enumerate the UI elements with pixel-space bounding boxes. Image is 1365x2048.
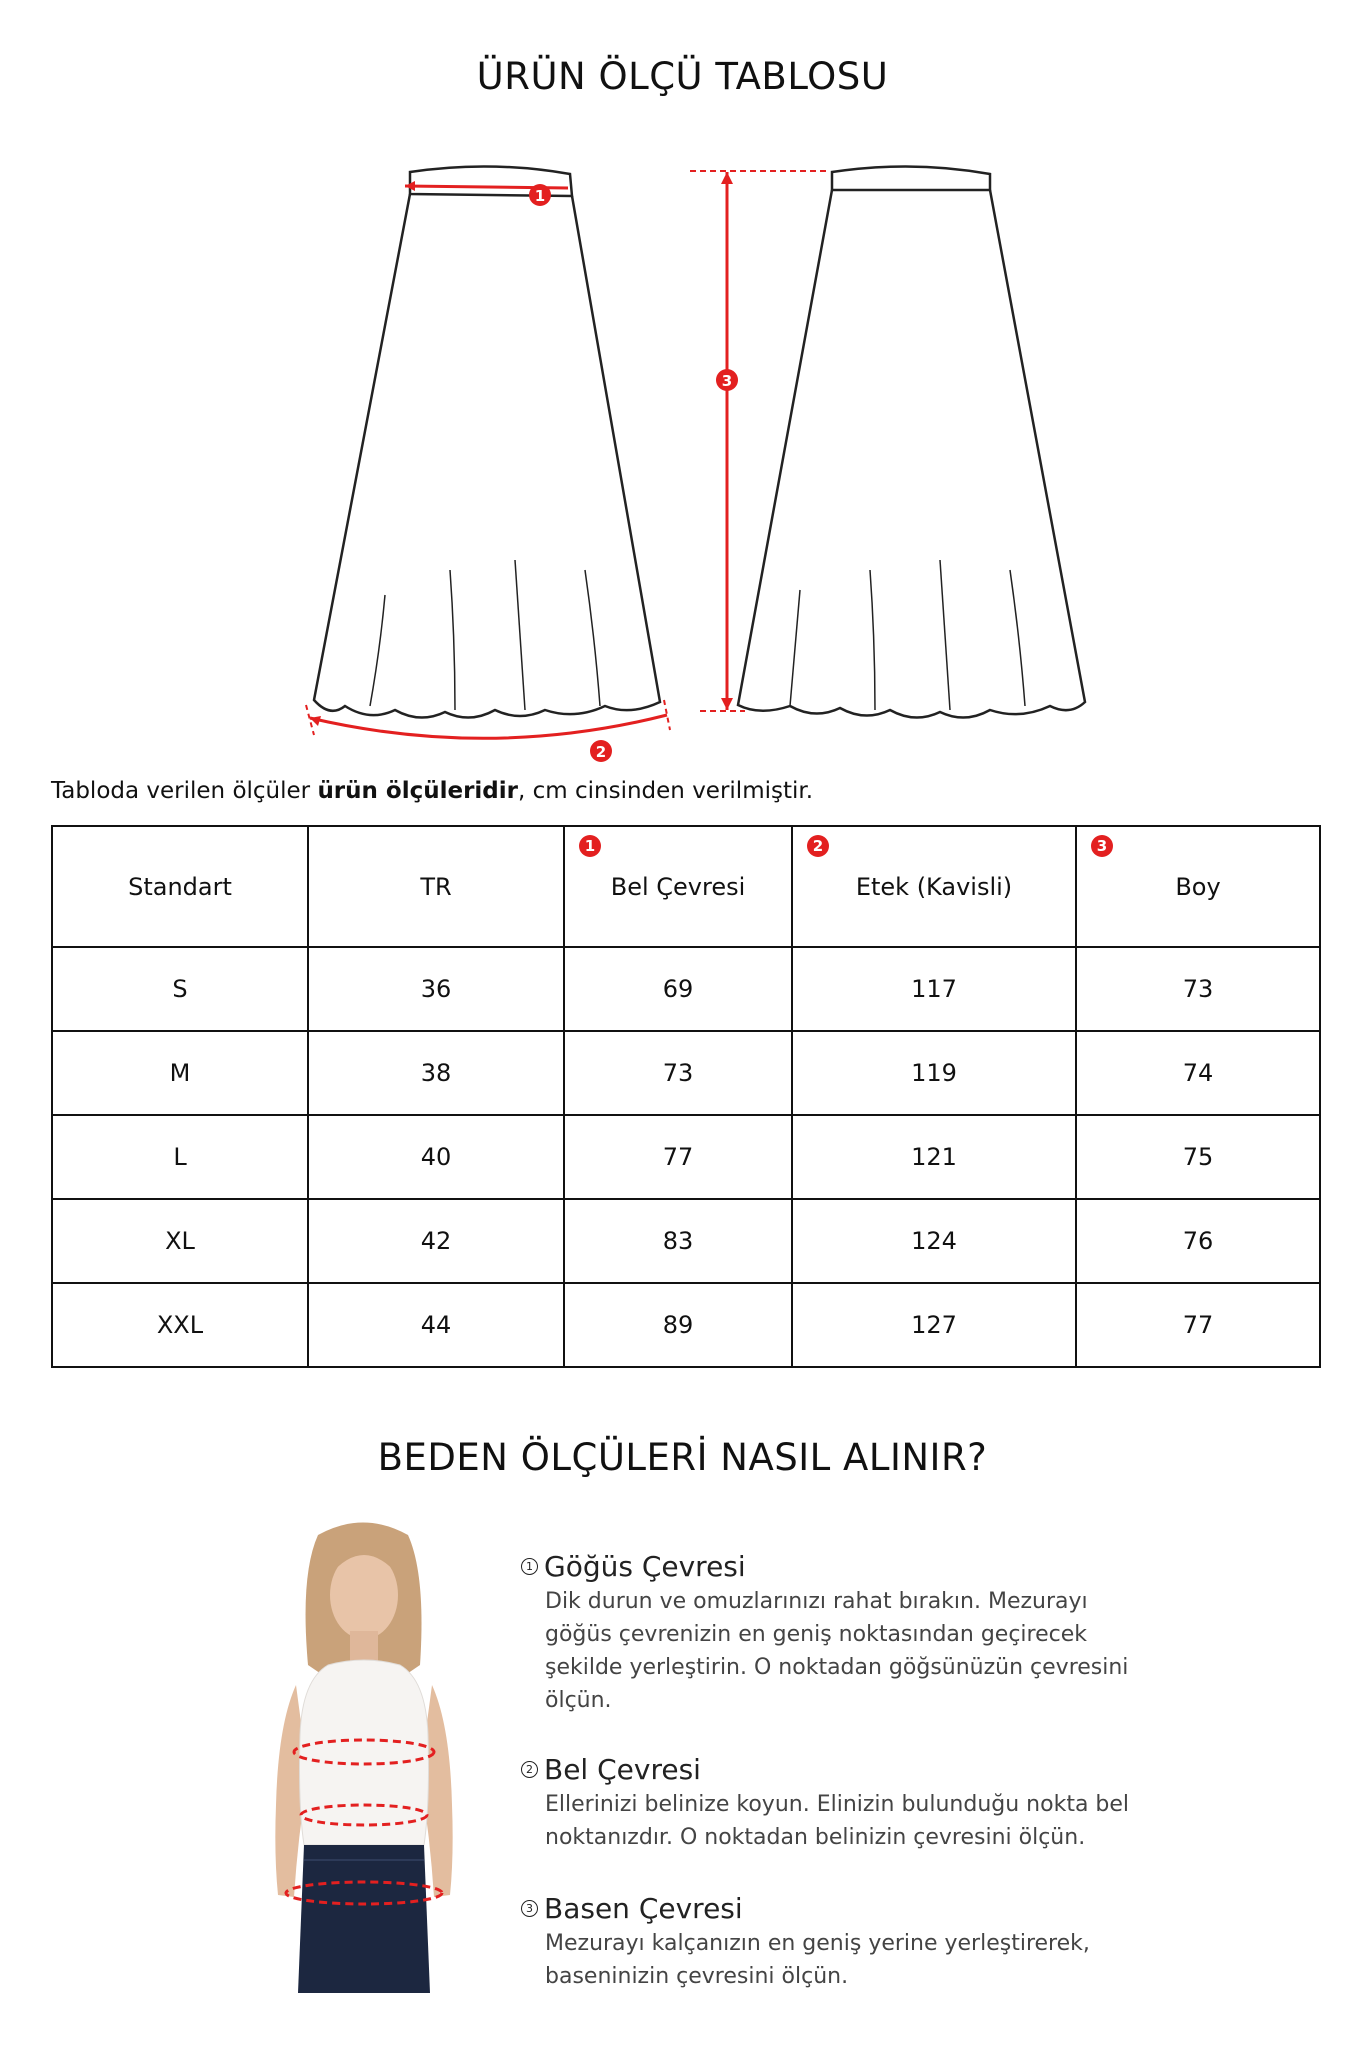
table-cell: XL (52, 1199, 308, 1283)
header-tr: TR (308, 826, 564, 947)
table-row (52, 947, 1320, 1031)
howto-item-gogus (521, 1550, 1161, 1717)
table-cell: S (52, 947, 308, 1031)
table-cell: 127 (792, 1283, 1076, 1367)
table-cell: 40 (308, 1115, 564, 1199)
table-cell: 38 (308, 1031, 564, 1115)
table-cell: 119 (792, 1031, 1076, 1115)
badge-1: 1 (579, 835, 601, 857)
table-cell: 73 (1076, 947, 1320, 1031)
table-cell: 124 (792, 1199, 1076, 1283)
hem-measure-line (306, 700, 670, 738)
table-cell: XXL (52, 1283, 308, 1367)
number-1-icon: 1 (521, 1558, 538, 1575)
table-cell: M (52, 1031, 308, 1115)
table-cell: 73 (564, 1031, 792, 1115)
table-row (52, 1031, 1320, 1115)
header-bel-cevresi: 1 Bel Çevresi (564, 826, 792, 947)
table-cell: 75 (1076, 1115, 1320, 1199)
howto-item-title: 2 Bel Çevresi (521, 1753, 1161, 1786)
marker-1 (529, 184, 551, 206)
marker-2 (590, 740, 612, 762)
table-row (52, 1115, 1320, 1199)
marker-3 (716, 369, 738, 391)
svg-text:3: 3 (721, 372, 733, 390)
table-row (52, 1283, 1320, 1367)
number-2-icon: 2 (521, 1761, 538, 1778)
table-cell: 117 (792, 947, 1076, 1031)
header-etek: 2 Etek (Kavisli) (792, 826, 1076, 947)
howto-item-title: 3 Basen Çevresi (521, 1892, 1161, 1925)
howto-item-desc: Mezurayı kalçanızın en geniş yerine yerleştirerek, baseninizin çevresini ölçün. (545, 1931, 1090, 1989)
table-cell: 36 (308, 947, 564, 1031)
header-boy: 3 Boy (1076, 826, 1320, 947)
model-photo (248, 1515, 480, 1993)
header-standart: Standart (52, 826, 308, 947)
table-header-row (52, 826, 1320, 947)
skirt-back-drawing (738, 166, 1085, 717)
table-cell: 77 (1076, 1283, 1320, 1367)
howto-item-basen (521, 1892, 1161, 1993)
table-cell: 44 (308, 1283, 564, 1367)
skirt-front-drawing (314, 166, 660, 717)
number-3-icon: 3 (521, 1900, 538, 1917)
badge-3: 3 (1091, 835, 1113, 857)
skirt-diagram (0, 150, 1365, 780)
page-title: ÜRÜN ÖLÇÜ TABLOSU (476, 55, 889, 98)
table-cell: 69 (564, 947, 792, 1031)
howto-item-desc: Ellerinizi belinize koyun. Elinizin bulunduğu nokta bel noktanızdır. O noktadan belinizin çevresini ölçün. (545, 1792, 1130, 1850)
measurement-note (51, 778, 813, 804)
note-prefix: Tabloda verilen ölçüler (51, 778, 318, 804)
length-measure-line (690, 171, 830, 711)
table-row (52, 1199, 1320, 1283)
table-cell: 83 (564, 1199, 792, 1283)
table-cell: 121 (792, 1115, 1076, 1199)
table-cell: L (52, 1115, 308, 1199)
size-table (51, 825, 1321, 1368)
table-cell: 89 (564, 1283, 792, 1367)
table-cell: 42 (308, 1199, 564, 1283)
svg-text:1: 1 (534, 187, 546, 205)
howto-title: BEDEN ÖLÇÜLERİ NASIL ALINIR? (377, 1436, 988, 1479)
table-cell: 74 (1076, 1031, 1320, 1115)
badge-2: 2 (807, 835, 829, 857)
howto-item-bel (521, 1753, 1161, 1854)
note-bold: ürün ölçüleridir (317, 778, 519, 804)
howto-item-desc: Dik durun ve omuzlarınızı rahat bırakın. Mezurayı göğüs çevrenizin en geniş noktasından geçirecek şekilde yerleştirin. O noktadan göğsünüzün çevresini ölçün. (545, 1589, 1129, 1713)
howto-item-title: 1 Göğüs Çevresi (521, 1550, 1161, 1583)
svg-text:2: 2 (595, 743, 607, 761)
note-suffix: , cm cinsinden verilmiştir. (518, 778, 814, 804)
table-cell: 77 (564, 1115, 792, 1199)
table-cell: 76 (1076, 1199, 1320, 1283)
